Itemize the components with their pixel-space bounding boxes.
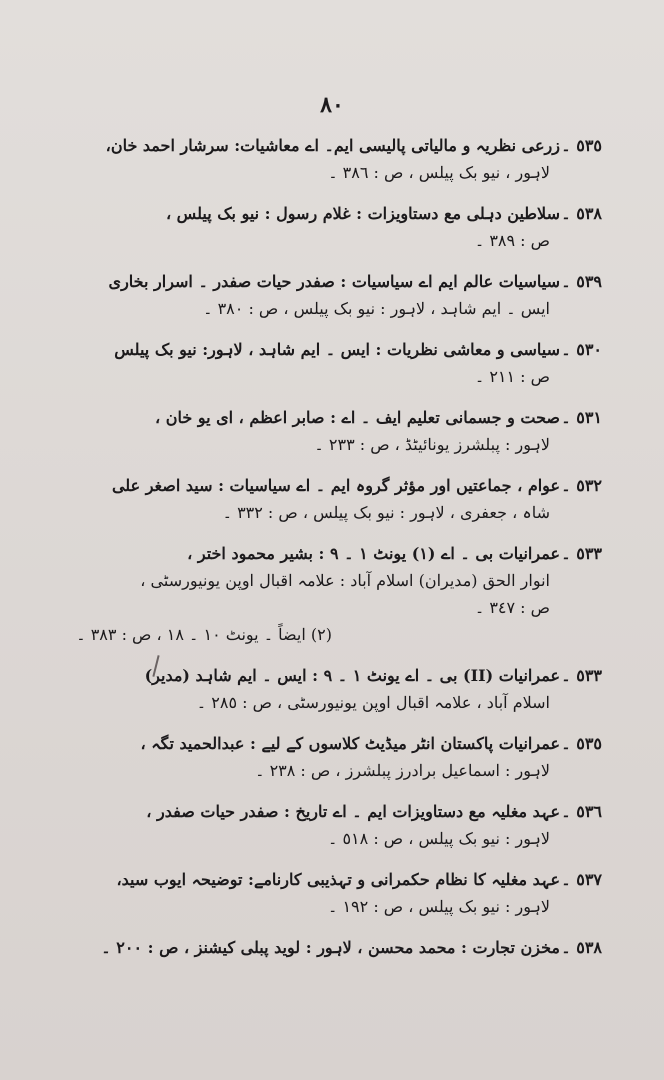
bibliography-entry (14, 336, 602, 390)
entry-title-line (14, 798, 602, 825)
entry-number: ٥٣١ ۔ (561, 408, 602, 427)
entry-number: ٥٣٣ ۔ (561, 666, 602, 685)
entry-number: ٥٣٢ ۔ (561, 476, 602, 495)
bibliography-entry (14, 730, 602, 784)
entry-title-line (14, 472, 602, 499)
entry-title: سیاسی و معاشی نظریات : ایس ۔ ایم شاہد ، لاہور: نیو بک پیلس (114, 340, 560, 359)
bibliography-list (14, 132, 602, 975)
entry-number: ٥٣٠ ۔ (561, 340, 602, 359)
entry-continuation-line: لاہور : نیو بک پیلس ، ص : ١٩٢ ۔ (327, 897, 550, 916)
bibliography-entry (14, 268, 602, 322)
entry-title: عہد مغلیہ مع دستاویزات ایم ۔ اے تاریخ : صفدر حیات صفدر ، (146, 802, 560, 821)
entry-title: عمرانیات بی ۔ اے (١) یونٹ ١ ۔ ٩ : بشیر محمود اختر ، (187, 544, 560, 563)
entry-title-line (14, 662, 602, 689)
entry-title: عمرانیات (II) بی ۔ اے یونٹ ١ ۔ ٩ : ایس ۔ ایم شاہد (مدیر) (144, 666, 560, 685)
entry-title: صحت و جسمانی تعلیم ایف ۔ اے : صابر اعظم ، ای یو خان ، (155, 408, 560, 427)
entry-continuation-line: ص : ٢١١ ۔ (474, 367, 550, 386)
entry-number: ٥٣٨ ۔ (561, 938, 602, 957)
entry-title-line (14, 200, 602, 227)
entry-number: ٥٣٥ ۔ (561, 136, 602, 155)
bibliography-entry (14, 132, 602, 186)
entry-continuation-line: ص : ٣٤٧ ۔ (474, 598, 550, 617)
bibliography-entry (14, 472, 602, 526)
entry-number: ٥٣٦ ۔ (561, 802, 602, 821)
entry-continuation-line: ایس ۔ ایم شاہد ، لاہور : نیو بک پیلس ، ص : ٣٨٠ ۔ (203, 299, 550, 318)
entry-title-line (14, 934, 602, 961)
entry-title-line (14, 540, 602, 567)
entry-title-line (14, 336, 602, 363)
bibliography-entry (14, 866, 602, 920)
entry-number: ٥٣٣ ۔ (561, 544, 602, 563)
entry-sub-item: (٢) ایضاً ۔ یونٹ ١٠ ۔ ١٨ ، ص : ٣٨٣ ۔ (76, 625, 332, 644)
entry-number: ٥٣٨ ۔ (561, 204, 602, 223)
entry-title: عہد مغلیہ کا نظام حکمرانی و تہذیبی کارنامے: توضیحہ ایوب سید، (116, 870, 560, 889)
bibliography-entry (14, 200, 602, 254)
entry-continuation-line: لاہور ، نیو بک پیلس ، ص : ٣٨٦ ۔ (328, 163, 550, 182)
entry-title-line (14, 268, 602, 295)
bibliography-entry (14, 540, 602, 648)
entry-continuation-line: لاہور : نیو بک پیلس ، ص : ٥١٨ ۔ (327, 829, 550, 848)
entry-continuation-line: انوار الحق (مدیران) اسلام آباد : علامہ اقبال اوپن یونیورسٹی ، (140, 571, 550, 590)
entry-title: زرعی نظریہ و مالیاتی پالیسی ایم۔ اے معاشیات: سرشار احمد خان، (105, 136, 560, 155)
entry-number: ٥٣٧ ۔ (561, 870, 602, 889)
entry-title: سلاطین دہلی مع دستاویزات : غلام رسول : نیو بک پیلس ، (165, 204, 560, 223)
entry-continuation-line: لاہور : پبلشرز یونائیٹڈ ، ص : ٢٣٣ ۔ (314, 435, 550, 454)
entry-continuation-line: اسلام آباد ، علامہ اقبال اوپن یونیورسٹی ، ص : ٢٨٥ ۔ (196, 693, 550, 712)
entry-continuation-line: لاہور : اسماعیل برادرز پبلشرز ، ص : ٢٣٨ ۔ (255, 761, 550, 780)
page-number: ٨٠ (320, 92, 344, 118)
entry-title-line (14, 866, 602, 893)
entry-title-line (14, 132, 602, 159)
entry-number: ٥٣٩ ۔ (561, 272, 602, 291)
entry-title: سیاسیات عالم ایم اے سیاسیات : صفدر حیات صفدر ۔ اسرار بخاری (108, 272, 560, 291)
entry-continuation-line: ص : ٣٨٩ ۔ (474, 231, 550, 250)
entry-title: عمرانیات پاکستان انٹر میڈیٹ کلاسوں کے لیے : عبدالحمید تگہ ، (140, 734, 560, 753)
bibliography-entry (14, 798, 602, 852)
entry-title-line (14, 730, 602, 757)
entry-title: عوام ، جماعتیں اور مؤثر گروہ ایم ۔ اے سیاسیات : سید اصغر علی (111, 476, 560, 495)
bibliography-entry (14, 662, 602, 716)
bibliography-entry (14, 934, 602, 961)
entry-title-line (14, 404, 602, 431)
entry-number: ٥٣٥ ۔ (561, 734, 602, 753)
entry-continuation-line: شاہ ، جعفری ، لاہور : نیو بک پیلس ، ص : ٣٣٢ ۔ (222, 503, 550, 522)
bibliography-entry (14, 404, 602, 458)
entry-title: مخزن تجارت : محمد محسن ، لاہور : لوید پبلی کیشنز ، ص : ٢٠٠ ۔ (101, 938, 560, 957)
